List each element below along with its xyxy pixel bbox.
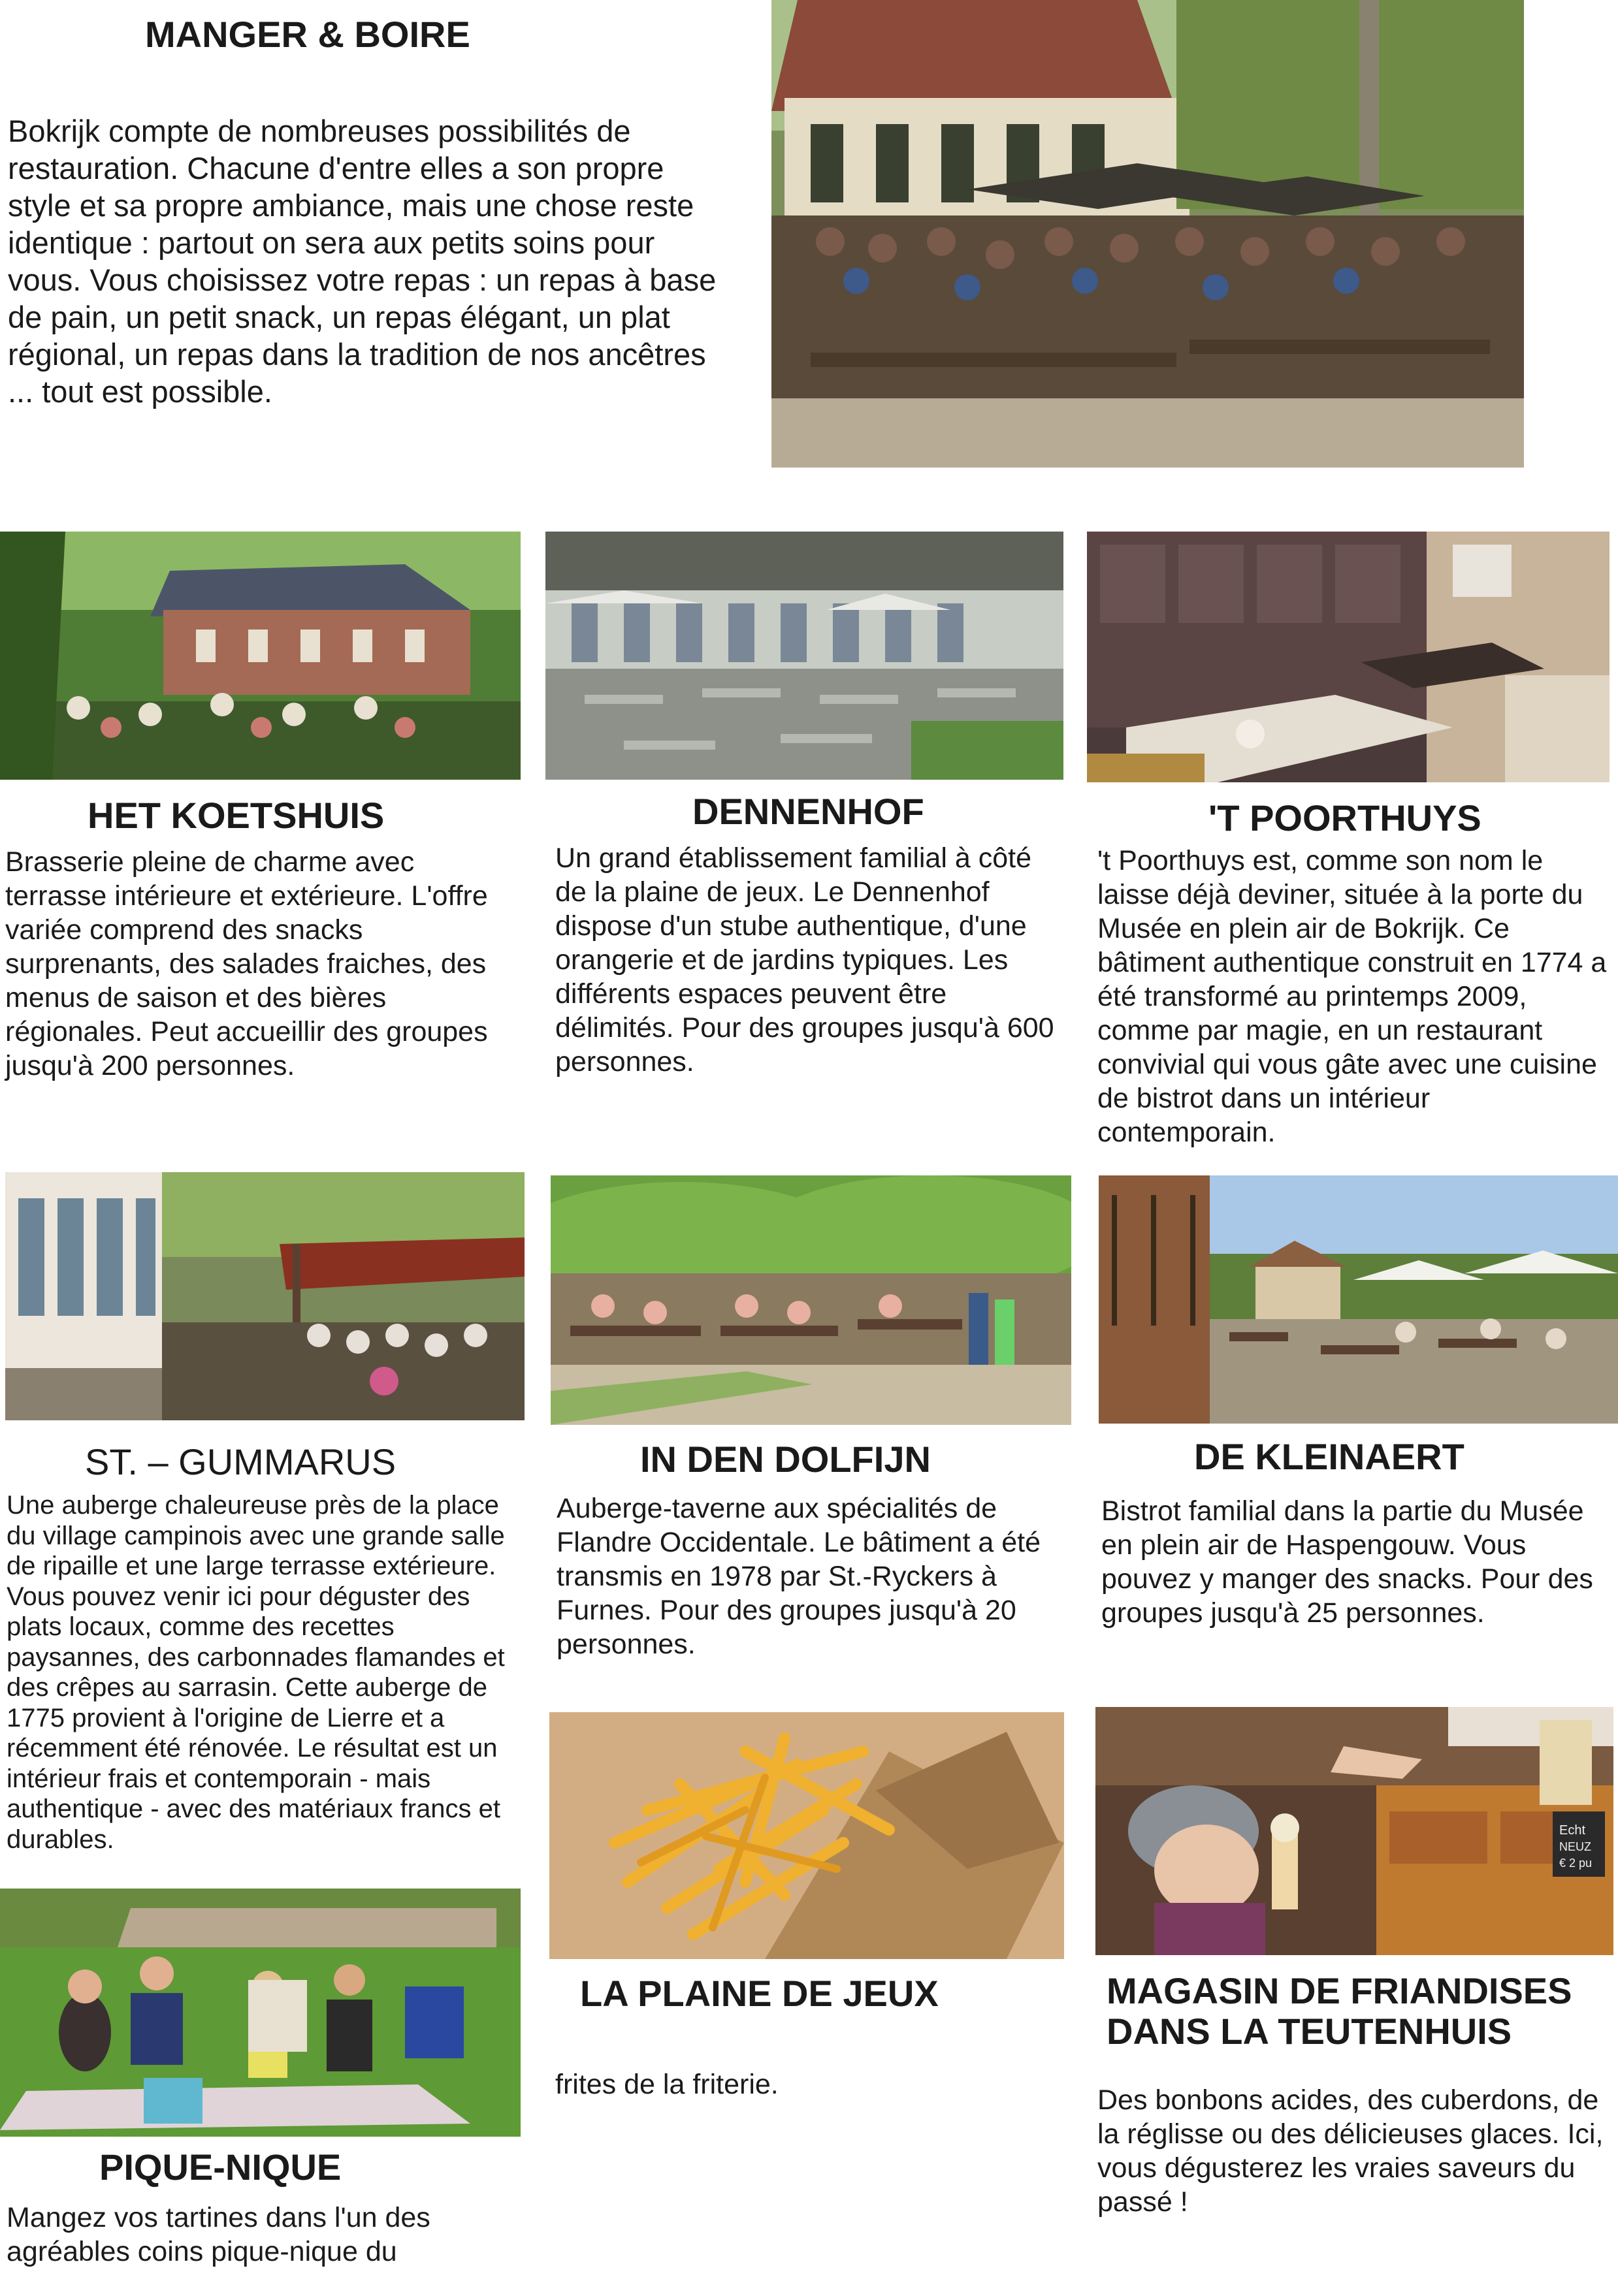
in-den-dolfijn-title: IN DEN DOLFIJN [640, 1439, 931, 1480]
in-den-dolfijn-text: Auberge-taverne aux spécialités de Flandre Occidentale. Le bâtiment a été transmis en 1978 par St.-Ryckers à Furnes. Pour des groupes jusqu'à 20 personnes. [557, 1493, 1041, 1660]
fries-photo [549, 1712, 1064, 1959]
shop-sign-line3: € 2 pu [1559, 1857, 1593, 1870]
dennenhof-text: Un grand établissement familial à côté de la plaine de jeux. Le Dennenhof dispose d'un stube authentique, d'une orangerie et de jardins typiques. Les différents espaces peuvent être délimités. Pour des groupes jusqu'à 600 personnes. [555, 842, 1054, 1077]
candy-shop-text: Des bonbons acides, des cuberdons, de la réglisse ou des délicieuses glaces. Ici, vous dégusterez les vraies saveurs du passé ! [1097, 2084, 1604, 2218]
intro-text: Bokrijk compte de nombreuses possibilités de restauration. Chacune d'entre elles a son propre style et sa propre ambiance, mais une chose reste identique : partout on sera aux petits soins pour vous. Vous choisissez votre repas : un repas à base de pain, un petit snack, un repas élégant, un plat régional, un repas dans la tradition de nos ancêtres ... tout est possible. [8, 114, 717, 409]
candy-shop-photo [1095, 1707, 1613, 1955]
picnic-text: Mangez vos tartines dans l'un des agréables coins pique-nique du [7, 2202, 430, 2267]
candy-shop-title: MAGASIN DE FRIANDISES DANS LA TEUTENHUIS [1107, 1970, 1572, 2052]
in-den-dolfijn-photo [551, 1175, 1071, 1425]
dennenhof-photo [545, 532, 1063, 780]
dennenhof-title: DENNENHOF [692, 791, 924, 832]
picnic-title: PIQUE-NIQUE [99, 2146, 342, 2188]
page-title: MANGER & BOIRE [145, 14, 470, 55]
picnic-photo [0, 1889, 521, 2137]
st-gummarus-title: ST. – GUMMARUS [85, 1441, 396, 1482]
shop-sign-line2: NEUZ [1559, 1840, 1591, 1853]
de-kleinaert-photo [1099, 1175, 1618, 1424]
la-plaine-de-jeux-title: LA PLAINE DE JEUX [580, 1973, 939, 2014]
la-plaine-de-jeux-text: frites de la friterie. [555, 2069, 779, 2100]
terrace-photo [771, 0, 1524, 468]
poorthuys-title: 'T POORTHUYS [1208, 797, 1481, 838]
poorthuys-photo [1087, 532, 1610, 782]
het-koetshuis-photo [0, 532, 521, 780]
de-kleinaert-text: Bistrot familial dans la partie du Musée en plein air de Haspengouw. Vous pouvez y manger des snacks. Pour des groupes jusqu'à 25 personnes. [1101, 1495, 1593, 1629]
st-gummarus-text: Une auberge chaleureuse près de la place du village campinois avec une grande salle de ripaille et une large terrasse extérieure. Vous pouvez venir ici pour déguster des plats locaux, comme des recettes paysannes, des carbonnades flamandes et des crêpes au sarrasin. Cette auberge de 1775 provient à l'origine de Lierre et a récemment été rénovée. Le résultat est un intérieur frais et contemporain - mais authentique - avec des matériaux francs et durables. [7, 1491, 505, 1854]
het-koetshuis-text: Brasserie pleine de charme avec terrasse intérieure et extérieure. L'offre variée comprend des snacks surprenants, des salades fraiches, des menus de saison et des bières régionales. Peut accueillir des groupes jusqu'à 200 personnes. [5, 846, 488, 1081]
poorthuys-text: 't Poorthuys est, comme son nom le laisse déjà deviner, située à la porte du Musée en plein air de Bokrijk. Ce bâtiment authentique construit en 1774 a été transformé au printemps 2009, comme par magie, en un restaurant convivial qui vous gâte avec une cuisine de bistrot dans un intérieur contemporain. [1097, 845, 1607, 1148]
st-gummarus-photo [5, 1172, 525, 1420]
het-koetshuis-title: HET KOETSHUIS [88, 795, 385, 836]
shop-sign-line1: Echt [1559, 1823, 1586, 1838]
de-kleinaert-title: DE KLEINAERT [1194, 1436, 1464, 1477]
